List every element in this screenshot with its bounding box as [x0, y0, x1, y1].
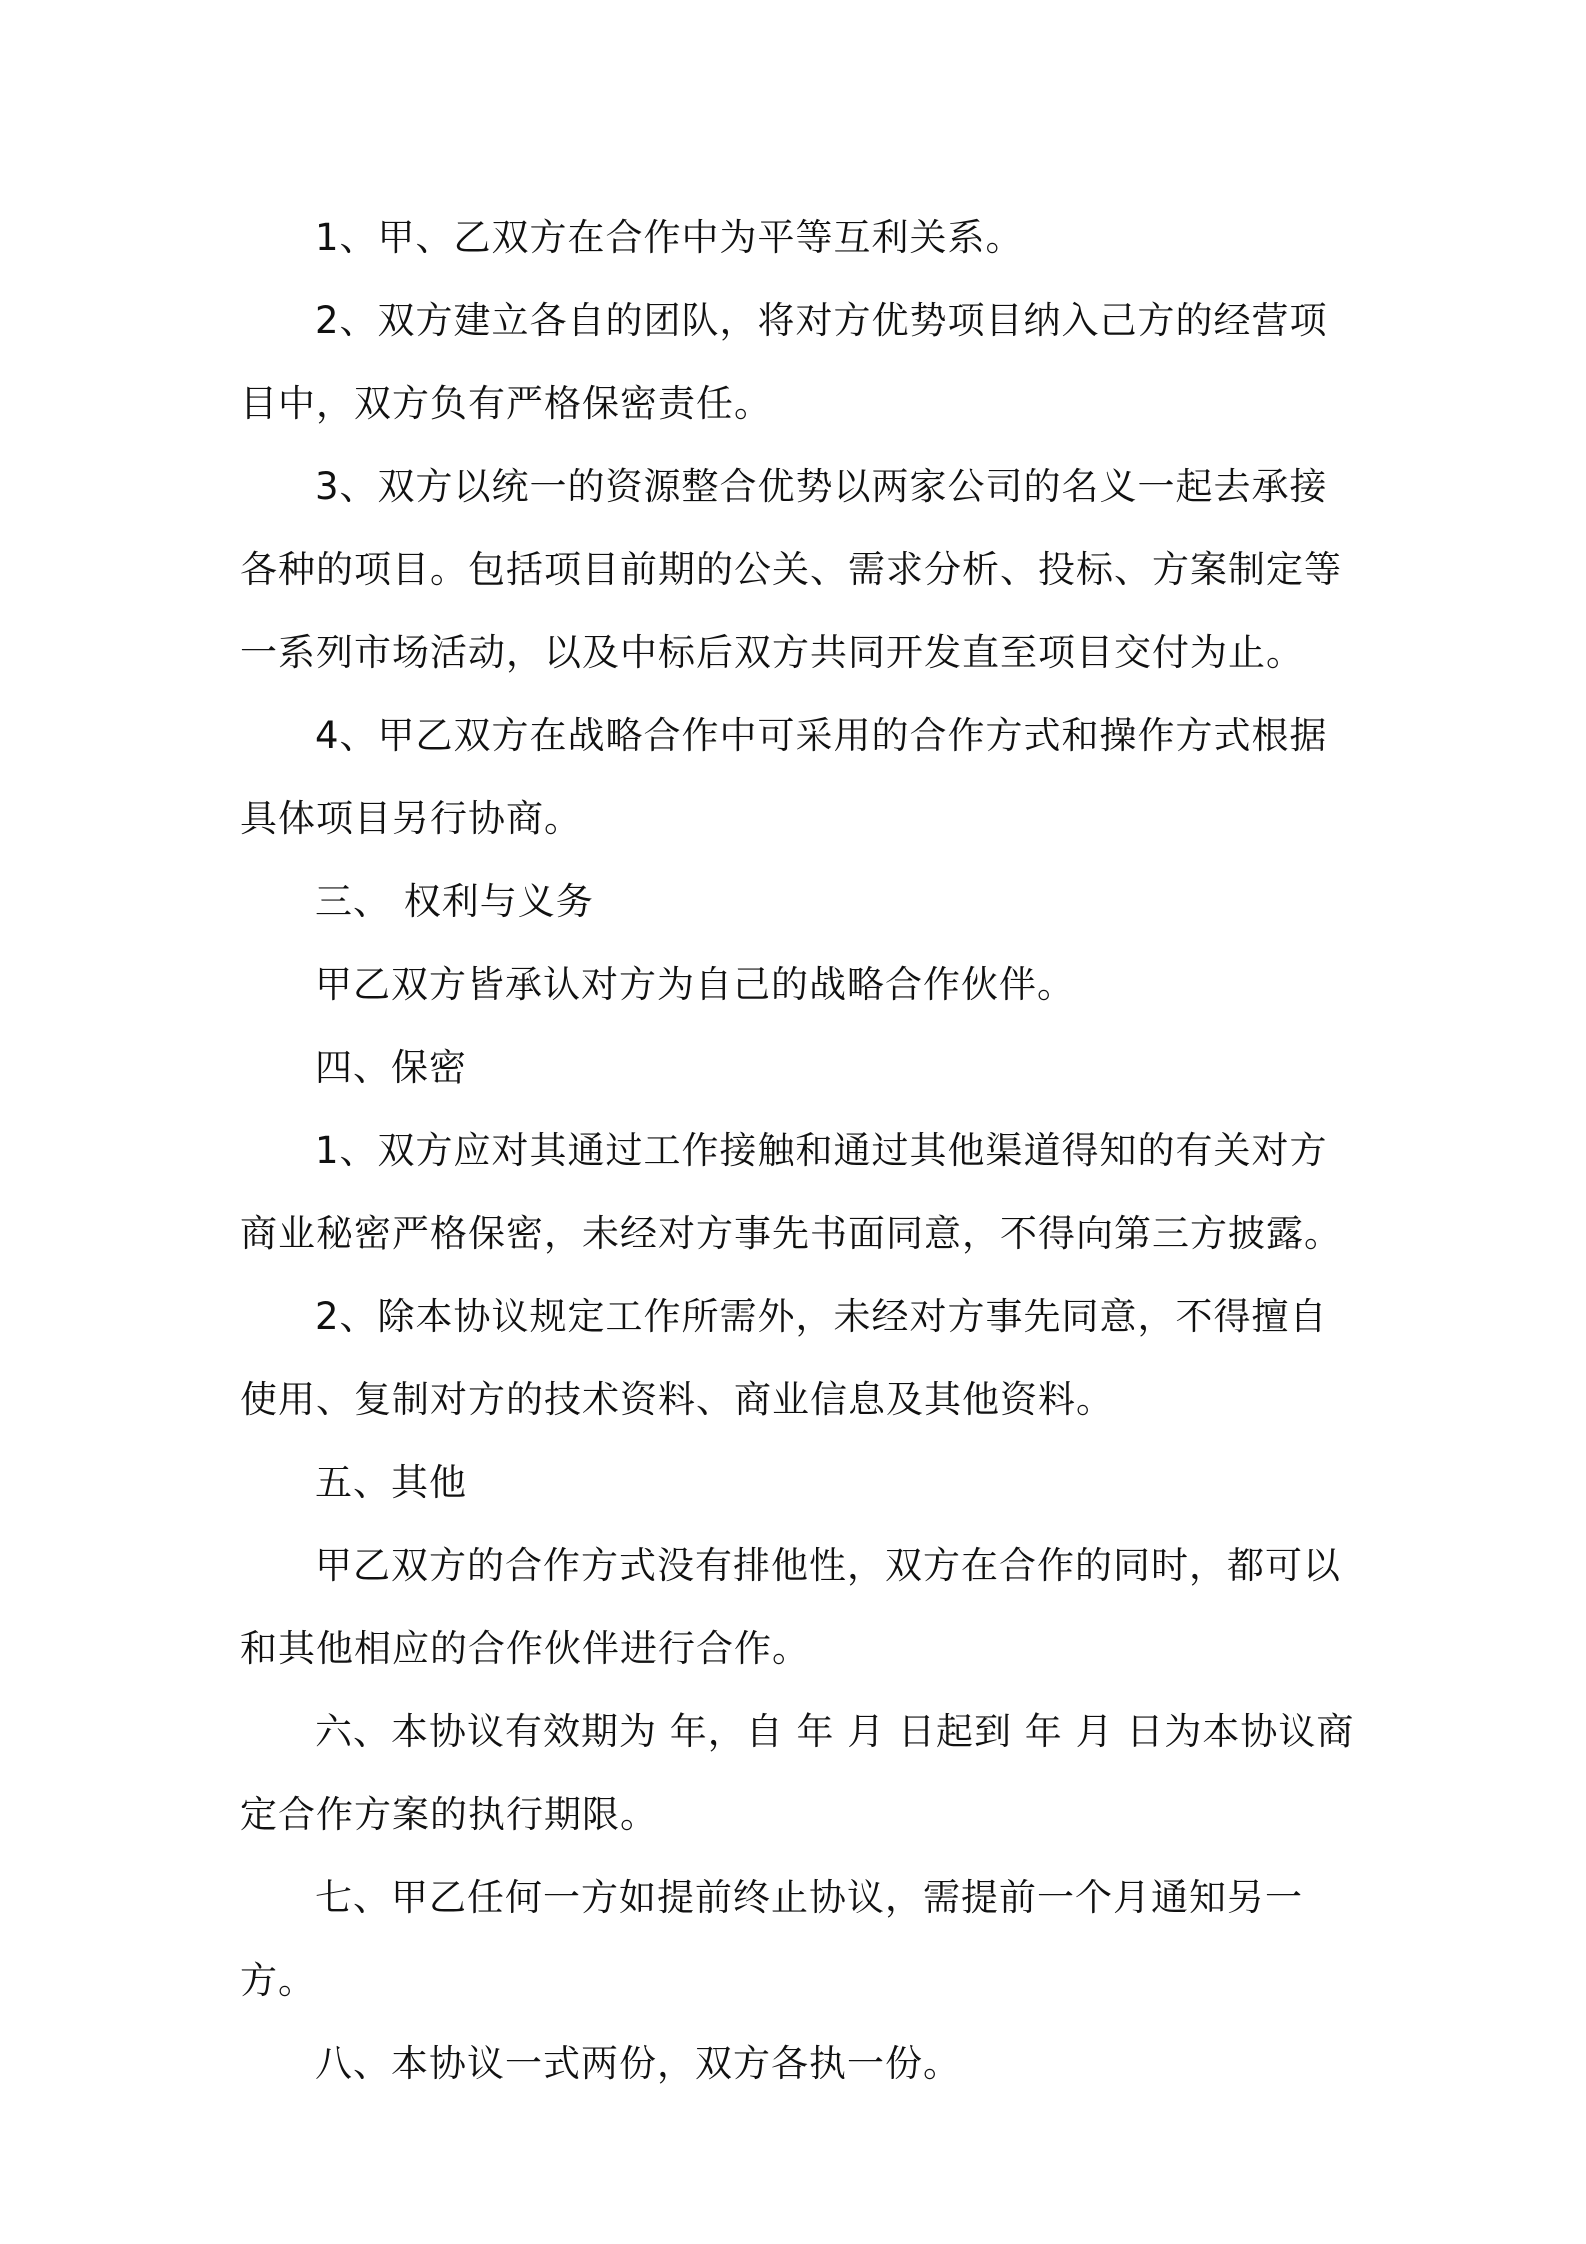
paragraph-trade-secrets: 1、双方应对其通过工作接触和通过其他渠道得知的有关对方商业秘密严格保密，未经对方事先书面同意，不得向第三方披露。	[240, 1129, 1342, 1255]
section-heading-other: 五、其他	[315, 1461, 467, 1504]
paragraph-equal-relationship: 1、甲、乙双方在合作中为平等互利关系。	[315, 216, 1024, 259]
paragraph-cooperation-method: 4、甲乙双方在战略合作中可采用的合作方式和操作方式根据具体项目另行协商。	[240, 714, 1328, 840]
section-heading-confidentiality: 四、保密	[315, 1046, 467, 1089]
paragraph-strategic-partners: 甲乙双方皆承认对方为自己的战略合作伙伴。	[315, 963, 1075, 1006]
section-heading-rights-obligations: 三、 权利与义务	[315, 880, 594, 923]
paragraph-validity-period: 六、本协议有效期为 年，自 年 月 日起到 年 月 日为本协议商定合作方案的执行期限。	[240, 1710, 1355, 1836]
paragraph-teams-confidentiality: 2、双方建立各自的团队，将对方优势项目纳入己方的经营项目中，双方负有严格保密责任。	[240, 299, 1328, 425]
paragraph-information-use: 2、除本协议规定工作所需外，未经对方事先同意，不得擅自使用、复制对方的技术资料、商业信息及其他资料。	[240, 1295, 1328, 1421]
paragraph-termination-notice: 七、甲乙任何一方如提前终止协议，需提前一个月通知另一方。	[240, 1876, 1303, 2002]
paragraph-joint-projects: 3、双方以统一的资源整合优势以两家公司的名义一起去承接各种的项目。包括项目前期的公关、需求分析、投标、方案制定等一系列市场活动，以及中标后双方共同开发直至项目交付为止。	[240, 465, 1342, 674]
document-body	[240, 196, 1360, 2105]
paragraph-copies: 八、本协议一式两份，双方各执一份。	[315, 2042, 961, 2085]
paragraph-non-exclusive: 甲乙双方的合作方式没有排他性，双方在合作的同时，都可以和其他相应的合作伙伴进行合作。	[240, 1544, 1341, 1670]
